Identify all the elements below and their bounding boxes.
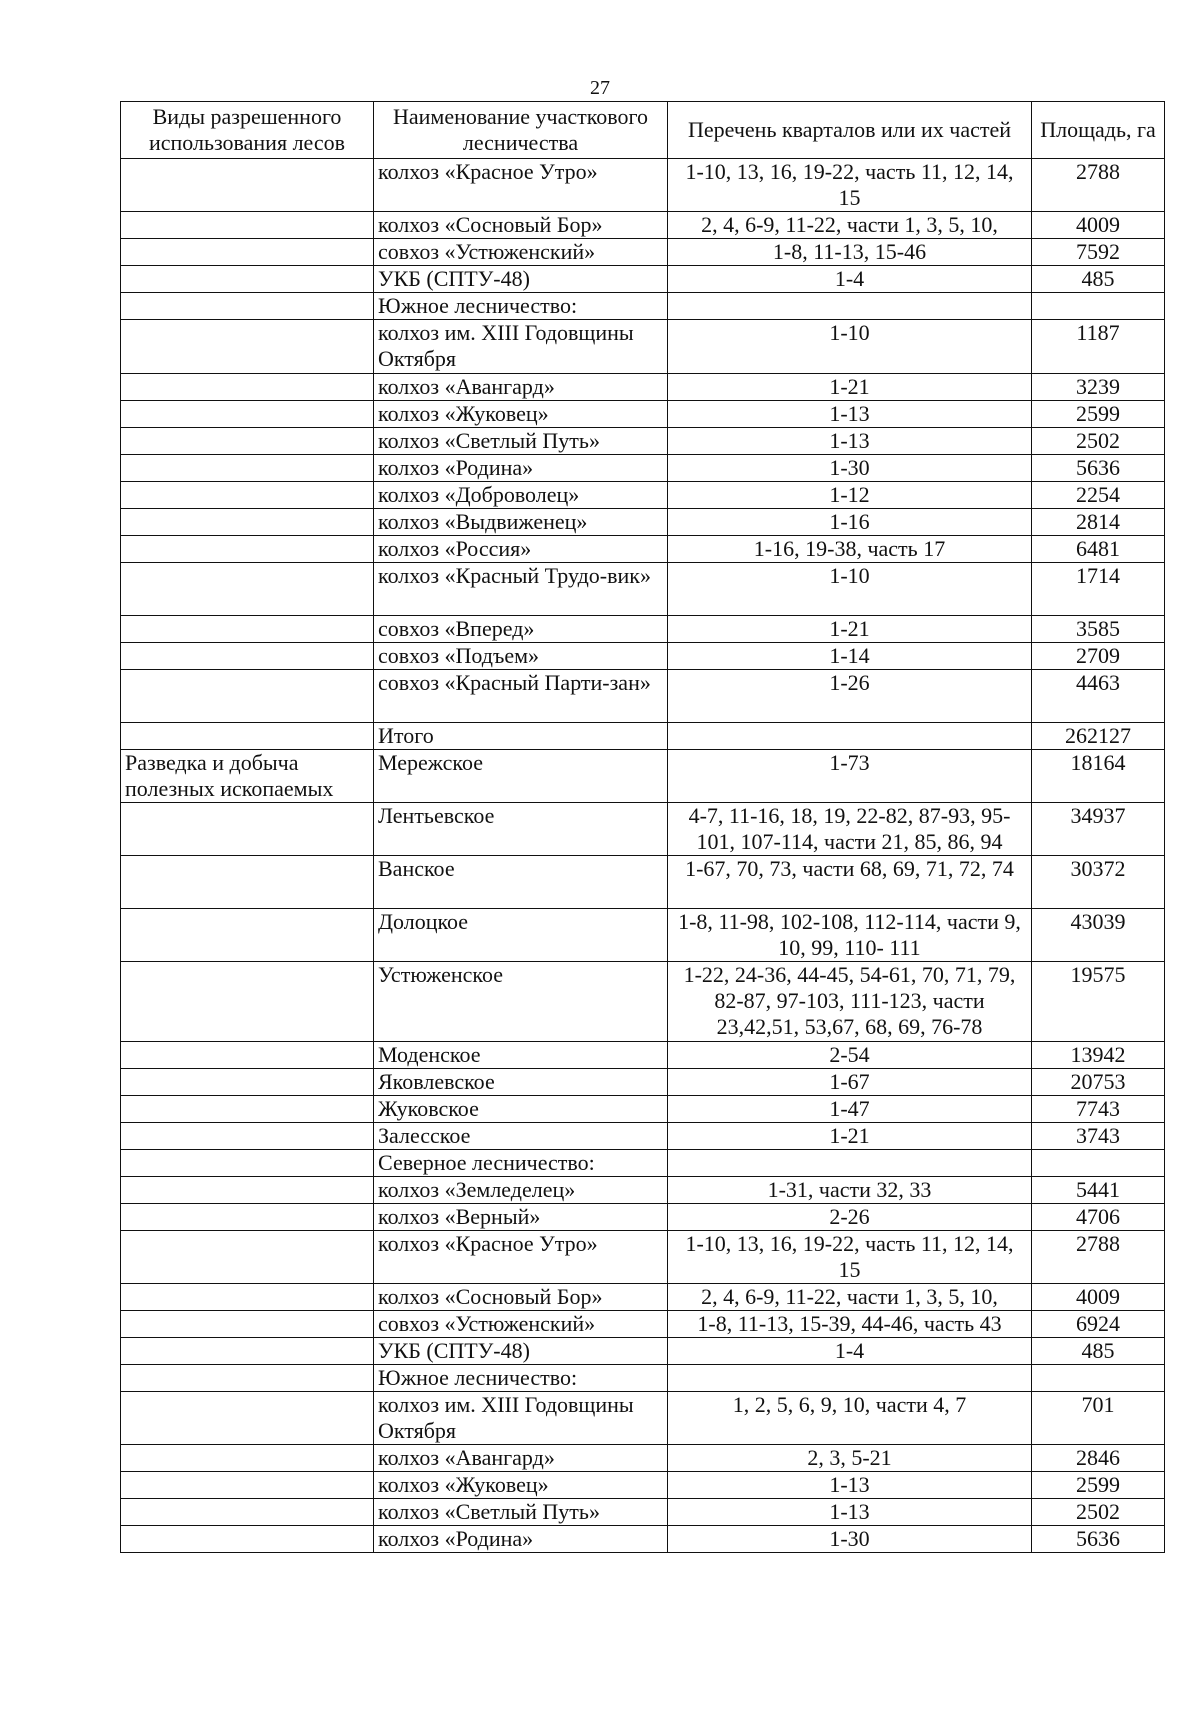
row-name-cell: колхоз «Авангард» — [374, 1445, 668, 1472]
table-row — [121, 1177, 1165, 1204]
row-area-cell: 262127 — [1032, 723, 1165, 750]
row-use-cell — [121, 293, 374, 320]
row-name-cell: Яковлевское — [374, 1069, 668, 1096]
row-name-cell: колхоз «Сосновый Бор» — [374, 212, 668, 239]
row-name-cell: Долоцкое — [374, 909, 668, 962]
header-quarters: Перечень кварталов или их частей — [668, 102, 1032, 159]
table-row — [121, 856, 1165, 909]
row-quarters-cell: 1-10, 13, 16, 19-22, часть 11, 12, 14, 15 — [668, 159, 1032, 212]
table-row — [121, 1284, 1165, 1311]
row-quarters-cell: 1-10 — [668, 563, 1032, 616]
table-row — [121, 159, 1165, 212]
row-name-cell: колхоз «Авангард» — [374, 374, 668, 401]
row-name-cell: колхоз «Доброволец» — [374, 482, 668, 509]
row-quarters-cell: 2, 3, 5-21 — [668, 1445, 1032, 1472]
row-name-cell: Залесское — [374, 1123, 668, 1150]
row-quarters-cell: 1-16, 19-38, часть 17 — [668, 536, 1032, 563]
row-use-cell — [121, 1445, 374, 1472]
row-area-cell: 701 — [1032, 1392, 1165, 1445]
row-use-cell — [121, 1204, 374, 1231]
row-use-cell — [121, 1365, 374, 1392]
row-use-cell — [121, 509, 374, 536]
row-name-cell: совхоз «Подъем» — [374, 643, 668, 670]
row-area-cell: 4706 — [1032, 1204, 1165, 1231]
header-use: Виды разрешенного использования лесов — [121, 102, 374, 159]
row-name-cell: колхоз «Красный Трудо-вик» — [374, 563, 668, 616]
row-area-cell: 7592 — [1032, 239, 1165, 266]
row-name-cell: Итого — [374, 723, 668, 750]
table-row — [121, 563, 1165, 616]
row-quarters-cell: 1-30 — [668, 1526, 1032, 1553]
table-row — [121, 1365, 1165, 1392]
row-use-cell — [121, 1096, 374, 1123]
header-area: Площадь, га — [1032, 102, 1165, 159]
row-quarters-cell: 1-10, 13, 16, 19-22, часть 11, 12, 14, 15 — [668, 1231, 1032, 1284]
table-row — [121, 1069, 1165, 1096]
row-use-cell — [121, 1392, 374, 1445]
table-row — [121, 482, 1165, 509]
row-quarters-cell: 1-16 — [668, 509, 1032, 536]
table-row — [121, 212, 1165, 239]
row-area-cell: 13942 — [1032, 1042, 1165, 1069]
table-row — [121, 401, 1165, 428]
table-row — [121, 428, 1165, 455]
row-use-cell — [121, 1284, 374, 1311]
table-row — [121, 239, 1165, 266]
row-area-cell: 4009 — [1032, 1284, 1165, 1311]
row-area-cell: 5636 — [1032, 455, 1165, 482]
row-name-cell: колхоз «Красное Утро» — [374, 159, 668, 212]
row-name-cell: колхоз «Жуковец» — [374, 1472, 668, 1499]
row-name-cell: совхоз «Красный Парти-зан» — [374, 670, 668, 723]
row-name-cell: Южное лесничество: — [374, 293, 668, 320]
row-use-cell — [121, 428, 374, 455]
row-area-cell: 485 — [1032, 266, 1165, 293]
table-row — [121, 266, 1165, 293]
table-row — [121, 616, 1165, 643]
row-area-cell: 30372 — [1032, 856, 1165, 909]
row-quarters-cell: 1-13 — [668, 1472, 1032, 1499]
row-quarters-cell: 1-21 — [668, 374, 1032, 401]
row-quarters-cell — [668, 723, 1032, 750]
row-quarters-cell: 1-21 — [668, 616, 1032, 643]
row-name-cell: колхоз «Светлый Путь» — [374, 428, 668, 455]
row-quarters-cell — [668, 1150, 1032, 1177]
row-area-cell — [1032, 1150, 1165, 1177]
table-row — [121, 1150, 1165, 1177]
row-use-cell — [121, 1472, 374, 1499]
page-number: 27 — [590, 77, 610, 99]
row-name-cell: колхоз им. XIII Годовщины Октября — [374, 1392, 668, 1445]
row-quarters-cell: 1-26 — [668, 670, 1032, 723]
row-name-cell: колхоз «Сосновый Бор» — [374, 1284, 668, 1311]
row-area-cell: 485 — [1032, 1338, 1165, 1365]
row-use-cell — [121, 1231, 374, 1284]
row-quarters-cell: 1-22, 24-36, 44-45, 54-61, 70, 71, 79, 82-87, 97-103, 111-123, части 23,42,51, 53,67, 68, 69, 76-78 — [668, 962, 1032, 1042]
row-area-cell: 2599 — [1032, 1472, 1165, 1499]
row-name-cell: колхоз «Красное Утро» — [374, 1231, 668, 1284]
row-quarters-cell: 1-30 — [668, 455, 1032, 482]
row-name-cell: Моденское — [374, 1042, 668, 1069]
row-quarters-cell: 1-13 — [668, 401, 1032, 428]
row-area-cell: 2254 — [1032, 482, 1165, 509]
table-row — [121, 293, 1165, 320]
row-name-cell: совхоз «Устюженский» — [374, 1311, 668, 1338]
row-quarters-cell — [668, 1365, 1032, 1392]
row-name-cell: Мережское — [374, 750, 668, 803]
row-use-cell — [121, 670, 374, 723]
row-area-cell: 2599 — [1032, 401, 1165, 428]
row-quarters-cell: 1-67 — [668, 1069, 1032, 1096]
table-row — [121, 1042, 1165, 1069]
row-quarters-cell: 1-12 — [668, 482, 1032, 509]
row-area-cell: 2502 — [1032, 1499, 1165, 1526]
row-area-cell: 2788 — [1032, 1231, 1165, 1284]
row-quarters-cell: 1-67, 70, 73, части 68, 69, 71, 72, 74 — [668, 856, 1032, 909]
row-quarters-cell — [668, 293, 1032, 320]
row-quarters-cell: 1-31, части 32, 33 — [668, 1177, 1032, 1204]
row-area-cell — [1032, 293, 1165, 320]
row-area-cell: 4463 — [1032, 670, 1165, 723]
row-area-cell: 6481 — [1032, 536, 1165, 563]
row-area-cell: 43039 — [1032, 909, 1165, 962]
table-row — [121, 1526, 1165, 1553]
row-area-cell: 34937 — [1032, 803, 1165, 856]
table-row — [121, 1123, 1165, 1150]
table-row — [121, 1392, 1165, 1445]
forest-use-table — [120, 101, 1165, 1553]
row-name-cell: Южное лесничество: — [374, 1365, 668, 1392]
row-use-cell — [121, 909, 374, 962]
row-quarters-cell: 2-54 — [668, 1042, 1032, 1069]
row-name-cell: колхоз «Верный» — [374, 1204, 668, 1231]
row-name-cell: УКБ (СПТУ-48) — [374, 1338, 668, 1365]
row-use-cell — [121, 1150, 374, 1177]
row-name-cell: УКБ (СПТУ-48) — [374, 266, 668, 293]
table-row — [121, 670, 1165, 723]
row-area-cell: 3239 — [1032, 374, 1165, 401]
table-row — [121, 962, 1165, 1042]
row-area-cell: 1187 — [1032, 320, 1165, 374]
row-use-cell — [121, 1338, 374, 1365]
row-name-cell: колхоз «Жуковец» — [374, 401, 668, 428]
row-area-cell: 2846 — [1032, 1445, 1165, 1472]
row-area-cell: 2814 — [1032, 509, 1165, 536]
row-use-cell — [121, 482, 374, 509]
row-area-cell: 3585 — [1032, 616, 1165, 643]
row-use-cell — [121, 239, 374, 266]
table-row — [121, 320, 1165, 374]
row-area-cell: 20753 — [1032, 1069, 1165, 1096]
row-use-cell — [121, 1069, 374, 1096]
row-use-cell: Разведка и добыча полезных ископаемых — [121, 750, 374, 803]
row-area-cell: 2709 — [1032, 643, 1165, 670]
header-name: Наименование участкового лесничества — [374, 102, 668, 159]
row-quarters-cell: 1-14 — [668, 643, 1032, 670]
row-quarters-cell: 4-7, 11-16, 18, 19, 22-82, 87-93, 95-101, 107-114, части 21, 85, 86, 94 — [668, 803, 1032, 856]
row-use-cell — [121, 1526, 374, 1553]
row-quarters-cell: 1-73 — [668, 750, 1032, 803]
table-row — [121, 536, 1165, 563]
row-use-cell — [121, 1499, 374, 1526]
row-name-cell: совхоз «Вперед» — [374, 616, 668, 643]
row-name-cell: колхоз «Родина» — [374, 1526, 668, 1553]
row-name-cell: Северное лесничество: — [374, 1150, 668, 1177]
table-row — [121, 1096, 1165, 1123]
table-row — [121, 1204, 1165, 1231]
row-quarters-cell: 2, 4, 6-9, 11-22, части 1, 3, 5, 10, — [668, 212, 1032, 239]
table-row — [121, 374, 1165, 401]
table-row — [121, 455, 1165, 482]
row-name-cell: колхоз «Земледелец» — [374, 1177, 668, 1204]
table-row — [121, 1499, 1165, 1526]
table-row — [121, 1472, 1165, 1499]
row-quarters-cell: 2-26 — [668, 1204, 1032, 1231]
row-name-cell: колхоз «Светлый Путь» — [374, 1499, 668, 1526]
row-use-cell — [121, 374, 374, 401]
table-row — [121, 1311, 1165, 1338]
table-row — [121, 1338, 1165, 1365]
row-area-cell: 2788 — [1032, 159, 1165, 212]
row-area-cell: 3743 — [1032, 1123, 1165, 1150]
row-name-cell: Жуковское — [374, 1096, 668, 1123]
row-name-cell: колхоз «Родина» — [374, 455, 668, 482]
row-name-cell: Лентьевское — [374, 803, 668, 856]
table-row — [121, 1445, 1165, 1472]
row-quarters-cell: 2, 4, 6-9, 11-22, части 1, 3, 5, 10, — [668, 1284, 1032, 1311]
row-use-cell — [121, 455, 374, 482]
row-area-cell: 6924 — [1032, 1311, 1165, 1338]
row-quarters-cell: 1-8, 11-13, 15-46 — [668, 239, 1032, 266]
row-quarters-cell: 1-8, 11-13, 15-39, 44-46, часть 43 — [668, 1311, 1032, 1338]
row-quarters-cell: 1-4 — [668, 266, 1032, 293]
row-name-cell: Ванское — [374, 856, 668, 909]
row-quarters-cell: 1, 2, 5, 6, 9, 10, части 4, 7 — [668, 1392, 1032, 1445]
row-use-cell — [121, 616, 374, 643]
row-use-cell — [121, 723, 374, 750]
row-area-cell: 19575 — [1032, 962, 1165, 1042]
row-use-cell — [121, 536, 374, 563]
row-area-cell: 1714 — [1032, 563, 1165, 616]
table-row — [121, 723, 1165, 750]
row-quarters-cell: 1-47 — [668, 1096, 1032, 1123]
table-row — [121, 909, 1165, 962]
row-use-cell — [121, 320, 374, 374]
row-use-cell — [121, 401, 374, 428]
row-name-cell: колхоз «Россия» — [374, 536, 668, 563]
row-quarters-cell: 1-8, 11-98, 102-108, 112-114, части 9, 10, 99, 110- 111 — [668, 909, 1032, 962]
row-use-cell — [121, 803, 374, 856]
row-use-cell — [121, 1123, 374, 1150]
row-use-cell — [121, 563, 374, 616]
row-area-cell: 18164 — [1032, 750, 1165, 803]
table-header-row — [121, 102, 1165, 159]
row-area-cell: 5636 — [1032, 1526, 1165, 1553]
row-area-cell: 2502 — [1032, 428, 1165, 455]
row-name-cell: совхоз «Устюженский» — [374, 239, 668, 266]
row-use-cell — [121, 962, 374, 1042]
row-use-cell — [121, 643, 374, 670]
row-area-cell: 4009 — [1032, 212, 1165, 239]
row-use-cell — [121, 1311, 374, 1338]
row-use-cell — [121, 1177, 374, 1204]
row-use-cell — [121, 856, 374, 909]
row-area-cell: 7743 — [1032, 1096, 1165, 1123]
row-use-cell — [121, 1042, 374, 1069]
row-area-cell: 5441 — [1032, 1177, 1165, 1204]
table-row — [121, 509, 1165, 536]
row-name-cell: Устюженское — [374, 962, 668, 1042]
table-row — [121, 750, 1165, 803]
row-name-cell: колхоз «Выдвиженец» — [374, 509, 668, 536]
table-body — [121, 159, 1165, 1553]
row-use-cell — [121, 212, 374, 239]
row-quarters-cell: 1-4 — [668, 1338, 1032, 1365]
row-quarters-cell: 1-21 — [668, 1123, 1032, 1150]
row-quarters-cell: 1-10 — [668, 320, 1032, 374]
row-quarters-cell: 1-13 — [668, 428, 1032, 455]
row-use-cell — [121, 159, 374, 212]
table-row — [121, 643, 1165, 670]
row-use-cell — [121, 266, 374, 293]
row-name-cell: колхоз им. XIII Годовщины Октября — [374, 320, 668, 374]
table-row — [121, 1231, 1165, 1284]
table-row — [121, 803, 1165, 856]
row-area-cell — [1032, 1365, 1165, 1392]
row-quarters-cell: 1-13 — [668, 1499, 1032, 1526]
